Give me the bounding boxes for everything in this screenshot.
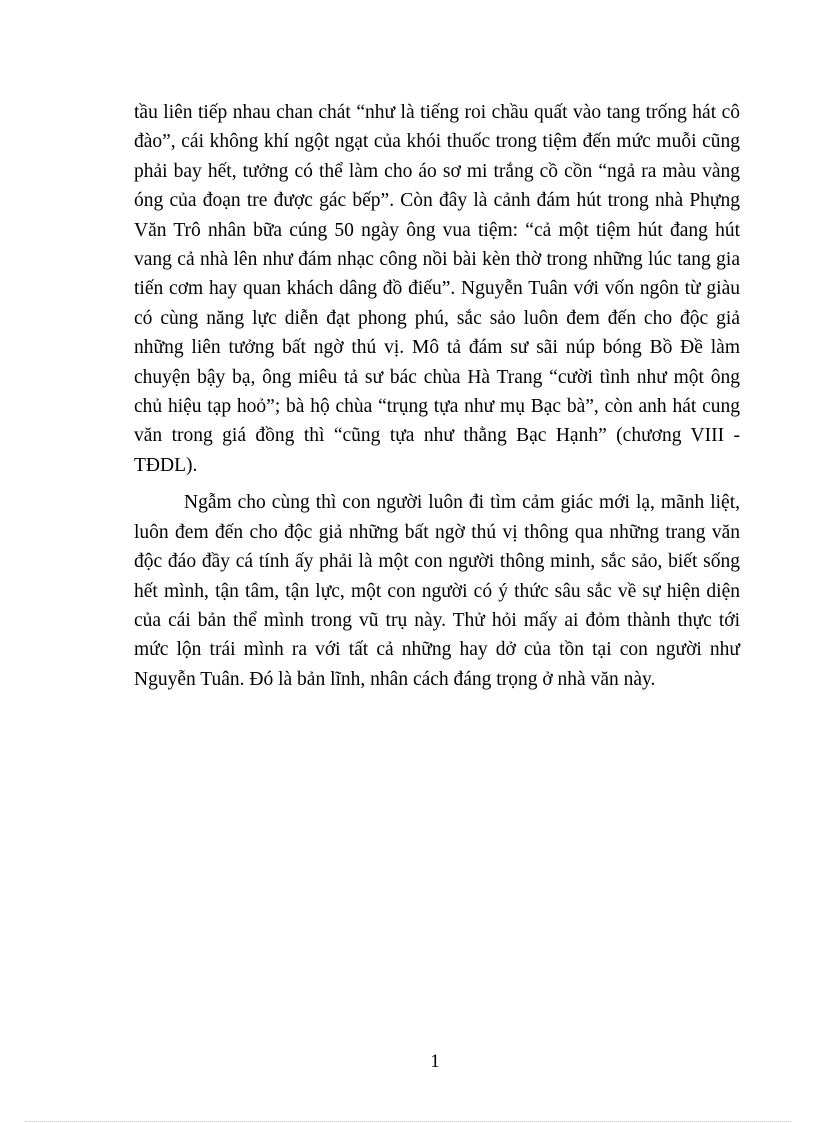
page-number: 1 [430,1051,440,1072]
body-text [134,98,740,694]
paragraph-1: tầu liên tiếp nhau chan chát “như là tiếng roi chầu quất vào tang trống hát cô đào”, cái không khí ngột ngạt của khói thuốc trong tiệm đến mức muỗi cũng phải bay hết, tưởng có thể làm cho áo sơ mi trắng cồ cồn “ngả ra màu vàng óng của đoạn tre được gác bếp”. Còn đây là cảnh đám hút trong nhà Phựng Văn Trô nhân bữa cúng 50 ngày ông vua tiệm: “cả một tiệm hút đang hút vang cả nhà lên như đám nhạc công nồi bài kèn thờ trong những lúc tang gia tiến cơm hay quan khách dâng đồ điếu”. Nguyễn Tuân với vốn ngôn từ giàu có cùng năng lực diễn đạt phong phú, sắc sảo luôn đem đến cho độc giả những liên tưởng bất ngờ thú vị. Mô tả đám sư sãi núp bóng Bồ Đề làm chuyện bậy bạ, ông miêu tả sư bác chùa Hà Trang “cười tình như một ông chủ hiệu tạp hoỏ”; bà hộ chùa “trụng tựa như mụ Bạc bà”, còn anh hát cung văn trong giá đồng thì “cũng tựa như thằng Bạc Hạnh” (chương VIII - TĐDL). [134,102,740,476]
paragraph-2: Ngẫm cho cùng thì con người luôn đi tìm cảm giác mới lạ, mãnh liệt, luôn đem đến cho độc giả những bất ngờ thú vị thông qua những trang văn độc đáo đầy cá tính ấy phải là một con người thông minh, sắc sảo, biết sống hết mình, tận tâm, tận lực, một con người có ý thức sâu sắc về sự hiện diện của cái bản thể mình trong vũ trụ này. Thử hỏi mấy ai đỏm thành thực tới mức lộn trái mình ra với tất cả những hay dở của tồn tại con người như Nguyễn Tuân. Đó là bản lĩnh, nhân cách đáng trọng ở nhà văn này. [134,492,740,690]
page-bottom-divider [25,1121,791,1122]
